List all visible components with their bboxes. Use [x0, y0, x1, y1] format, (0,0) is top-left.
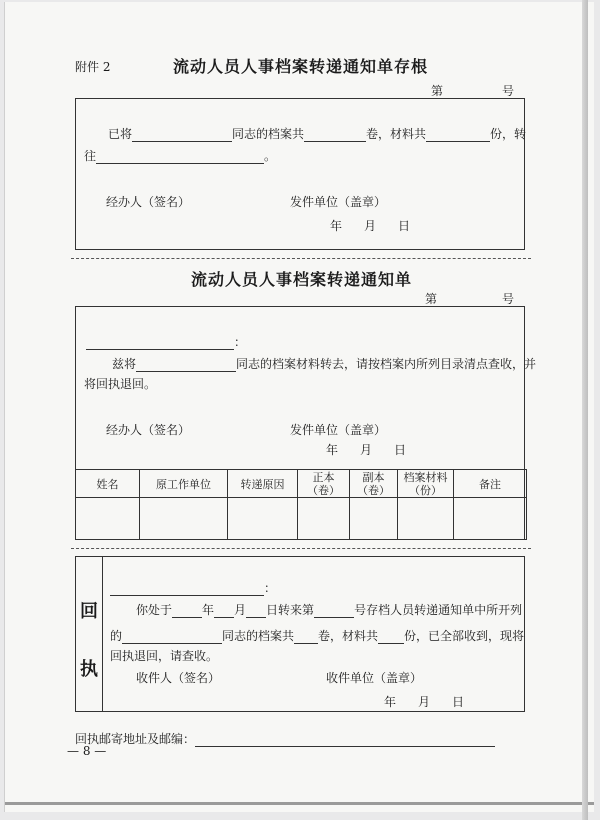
document-page	[4, 2, 594, 812]
receipt-colon: ：	[264, 581, 277, 595]
th-material-count: 档案材料 （份）	[398, 470, 454, 498]
stub-line1-b: 同志的档案共	[232, 127, 305, 141]
cell-remarks[interactable]	[454, 498, 527, 540]
page-number: — 8 —	[67, 744, 107, 758]
mail-address-blank[interactable]	[195, 735, 495, 747]
notice-sender: 发件单位（盖章）	[290, 423, 387, 437]
th-name: 姓名	[76, 470, 140, 498]
notice-line2: 将回执退回。	[84, 377, 157, 391]
stub-box	[75, 98, 525, 250]
receipt-line2-c: 卷，材料共	[318, 629, 379, 643]
notice-box	[75, 306, 537, 540]
cell-original-volumes[interactable]	[298, 498, 350, 540]
stub-line1-c: 卷，材料共	[366, 127, 427, 141]
cell-original-unit[interactable]	[140, 498, 228, 540]
th-copy-volumes: 副本 （卷）	[350, 470, 398, 498]
receipt-material-blank[interactable]	[378, 632, 404, 644]
stub-date: 年 月 日	[330, 219, 411, 233]
receipt-line2-d: 份，已全部收到，现将	[404, 629, 525, 643]
notice-line1-b: 同志的档案材料转去，请按档案内所列目录清点查收，并	[236, 357, 537, 371]
notice-title: 流动人员人事档案转递通知单	[191, 270, 413, 289]
receipt-line3: 回执退回，请查收。	[110, 649, 219, 663]
th-original-volumes: 正本 （卷）	[298, 470, 350, 498]
binding-edge	[582, 0, 588, 820]
cut-line-2	[71, 548, 531, 549]
table-header-row	[76, 470, 527, 498]
receipt-date: 年 月 日	[384, 695, 465, 709]
receipt-number-blank[interactable]	[314, 606, 354, 618]
receipt-recipient-blank[interactable]	[110, 584, 264, 596]
cut-line-1	[71, 258, 531, 259]
receipt-line1-a: 你处于	[136, 603, 173, 617]
stub-no-suffix: 号	[502, 84, 515, 98]
receipt-name-blank[interactable]	[122, 632, 222, 644]
notice-name-blank[interactable]	[136, 360, 236, 372]
mail-address-label: 回执邮寄地址及邮编：	[75, 732, 196, 746]
notice-recipient-blank[interactable]	[86, 338, 234, 350]
receipt-line1-month: 月	[234, 603, 247, 617]
stub-title: 流动人员人事档案转递通知单存根	[173, 57, 429, 76]
stub-line1-d: 份，转	[490, 127, 527, 141]
transfer-table	[75, 469, 527, 540]
notice-colon: ：	[234, 335, 247, 349]
stub-material-blank[interactable]	[426, 130, 490, 142]
notice-handler: 经办人（签名）	[106, 423, 191, 437]
table-row	[76, 498, 527, 540]
receipt-divider	[102, 557, 103, 711]
cell-name[interactable]	[76, 498, 140, 540]
stub-line2-end: 。	[264, 149, 277, 163]
cell-copy-volumes[interactable]	[350, 498, 398, 540]
receipt-line1-b: 号存档人员转递通知单中所开列	[354, 603, 523, 617]
receipt-receiver-unit: 收件单位（盖章）	[326, 671, 423, 685]
notice-no-suffix: 号	[502, 292, 515, 306]
stub-destination-blank[interactable]	[96, 152, 264, 164]
receipt-side-char-2: 执	[80, 659, 98, 680]
stub-handler: 经办人（签名）	[106, 195, 191, 209]
receipt-line2-a: 的	[110, 629, 123, 643]
stub-sender: 发件单位（盖章）	[290, 195, 387, 209]
receipt-month-blank[interactable]	[214, 606, 234, 618]
stub-line2-a: 往	[84, 149, 97, 163]
cell-reason[interactable]	[228, 498, 298, 540]
notice-no-prefix: 第	[425, 292, 438, 306]
receipt-recipient-sign: 收件人（签名）	[136, 671, 221, 685]
receipt-day-blank[interactable]	[246, 606, 266, 618]
th-reason: 转递原因	[228, 470, 298, 498]
receipt-year-blank[interactable]	[172, 606, 202, 618]
receipt-line1-day: 日转来第	[266, 603, 315, 617]
stub-volume-blank[interactable]	[304, 130, 366, 142]
receipt-line1-year: 年	[202, 603, 215, 617]
cell-material-count[interactable]	[398, 498, 454, 540]
notice-date: 年 月 日	[326, 443, 407, 457]
stub-line1-a: 已将	[108, 127, 133, 141]
notice-line1-a: 兹将	[112, 357, 137, 371]
receipt-volume-blank[interactable]	[294, 632, 318, 644]
receipt-box	[75, 556, 525, 712]
stub-no-prefix: 第	[431, 84, 444, 98]
receipt-side-char-1: 回	[80, 601, 98, 622]
th-original-unit: 原工作单位	[140, 470, 228, 498]
scan-edge	[5, 802, 594, 805]
attachment-label: 附件 2	[75, 60, 111, 74]
stub-name-blank[interactable]	[132, 130, 232, 142]
receipt-line2-b: 同志的档案共	[222, 629, 295, 643]
th-remarks: 备注	[454, 470, 527, 498]
